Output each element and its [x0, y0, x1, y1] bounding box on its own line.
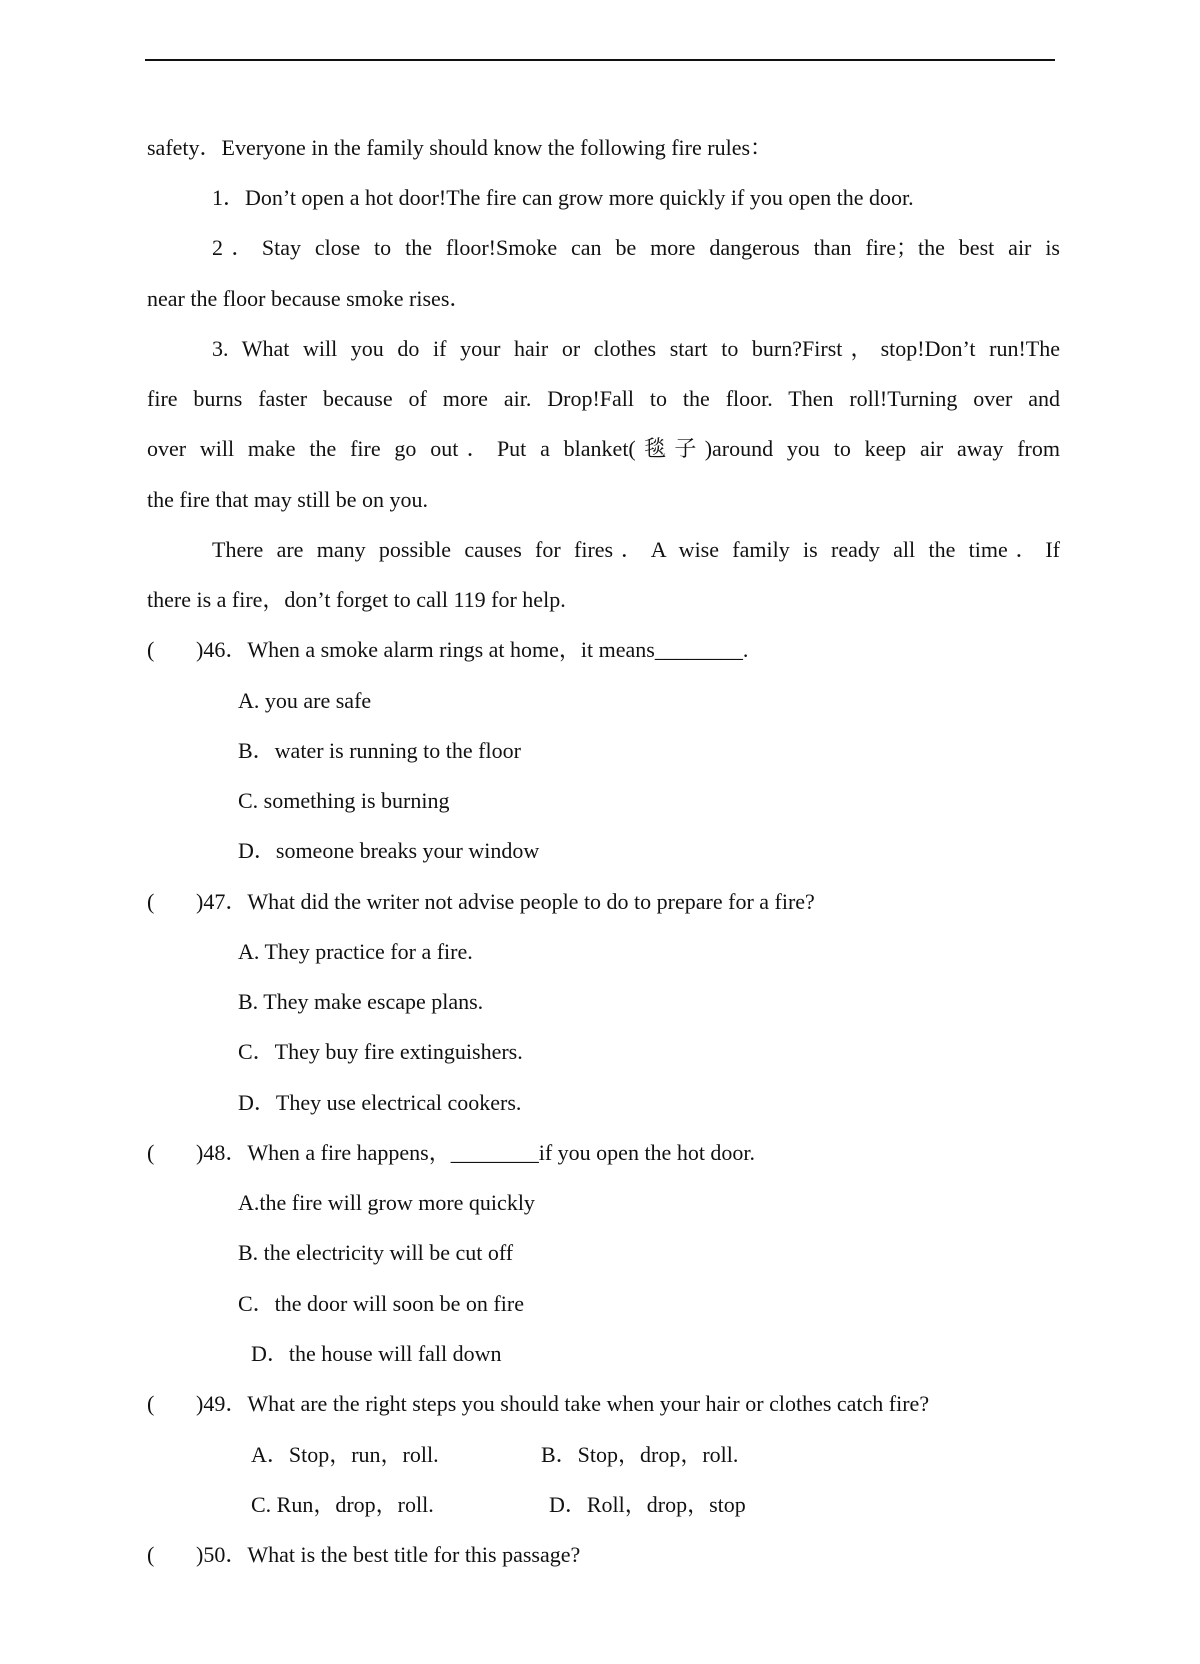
question-49	[147, 1379, 1060, 1429]
question-text: )48．When a fire happens，________if you open the hot door.	[196, 1140, 756, 1165]
options-row	[251, 1480, 1060, 1530]
option-c: C. something is burning	[238, 788, 450, 813]
option-c: C．They buy fire extinguishers.	[238, 1039, 523, 1064]
question-50	[147, 1530, 1060, 1580]
passage-line: over will make the fire go out．Put a blanket(毯子)around you to keep air away from	[147, 436, 1060, 461]
fire-rule-1: 1．Don’t open a hot door!The fire can grow more quickly if you open the door.	[212, 185, 914, 210]
passage-line: safety．Everyone in the family should know the following fire rules：	[147, 135, 773, 160]
question-48	[147, 1128, 1060, 1178]
option-c: C. Run，drop，roll.	[251, 1492, 434, 1517]
answer-blank[interactable]: (	[147, 1542, 155, 1567]
option-b: B. the electricity will be cut off	[238, 1240, 514, 1265]
option-d: D．Roll，drop，stop	[549, 1492, 746, 1517]
option-a: A. you are safe	[238, 688, 372, 713]
option-a: A. They practice for a fire.	[238, 939, 473, 964]
answer-blank[interactable]: (	[147, 1391, 155, 1416]
fire-rule-3: 3. What will you do if your hair or clothes start to burn?First，stop!Don’t run!The	[212, 336, 1060, 361]
answer-blank[interactable]: (	[147, 637, 155, 662]
option-d: D．the house will fall down	[251, 1341, 502, 1366]
option-b: B．Stop，drop，roll.	[541, 1442, 739, 1467]
passage-line: fire burns faster because of more air. Drop!Fall to the floor. Then roll!Turning over and	[147, 386, 1060, 411]
header-rule	[145, 59, 1055, 61]
options-row	[251, 1430, 1060, 1480]
option-b: B. They make escape plans.	[238, 989, 484, 1014]
passage-line: near the floor because smoke rises．	[147, 286, 472, 311]
option-b: B．water is running to the floor	[238, 738, 521, 763]
question-text: )50．What is the best title for this passage?	[196, 1542, 581, 1567]
answer-blank[interactable]: (	[147, 889, 155, 914]
option-a: A．Stop，run，roll.	[251, 1442, 439, 1467]
question-46	[147, 625, 1060, 675]
option-a: A.the fire will grow more quickly	[238, 1190, 535, 1215]
passage-line: there is a fire，don’t forget to call 119 for help.	[147, 587, 566, 612]
option-d: D．someone breaks your window	[238, 838, 540, 863]
option-c: C．the door will soon be on fire	[238, 1291, 524, 1316]
question-47	[147, 877, 1060, 927]
question-text: )46．When a smoke alarm rings at home，it means________.	[196, 637, 749, 662]
option-d: D．They use electrical cookers.	[238, 1090, 522, 1115]
passage-paragraph: There are many possible causes for fires．A wise family is ready all the time．If	[212, 537, 1060, 562]
question-text: )47．What did the writer not advise people to do to prepare for a fire?	[196, 889, 815, 914]
question-text: )49．What are the right steps you should take when your hair or clothes catch fire?	[196, 1391, 930, 1416]
answer-blank[interactable]: (	[147, 1140, 155, 1165]
fire-rule-2: 2．Stay close to the floor!Smoke can be more dangerous than fire；the best air is	[212, 235, 1060, 260]
passage-line: the fire that may still be on you.	[147, 487, 429, 512]
